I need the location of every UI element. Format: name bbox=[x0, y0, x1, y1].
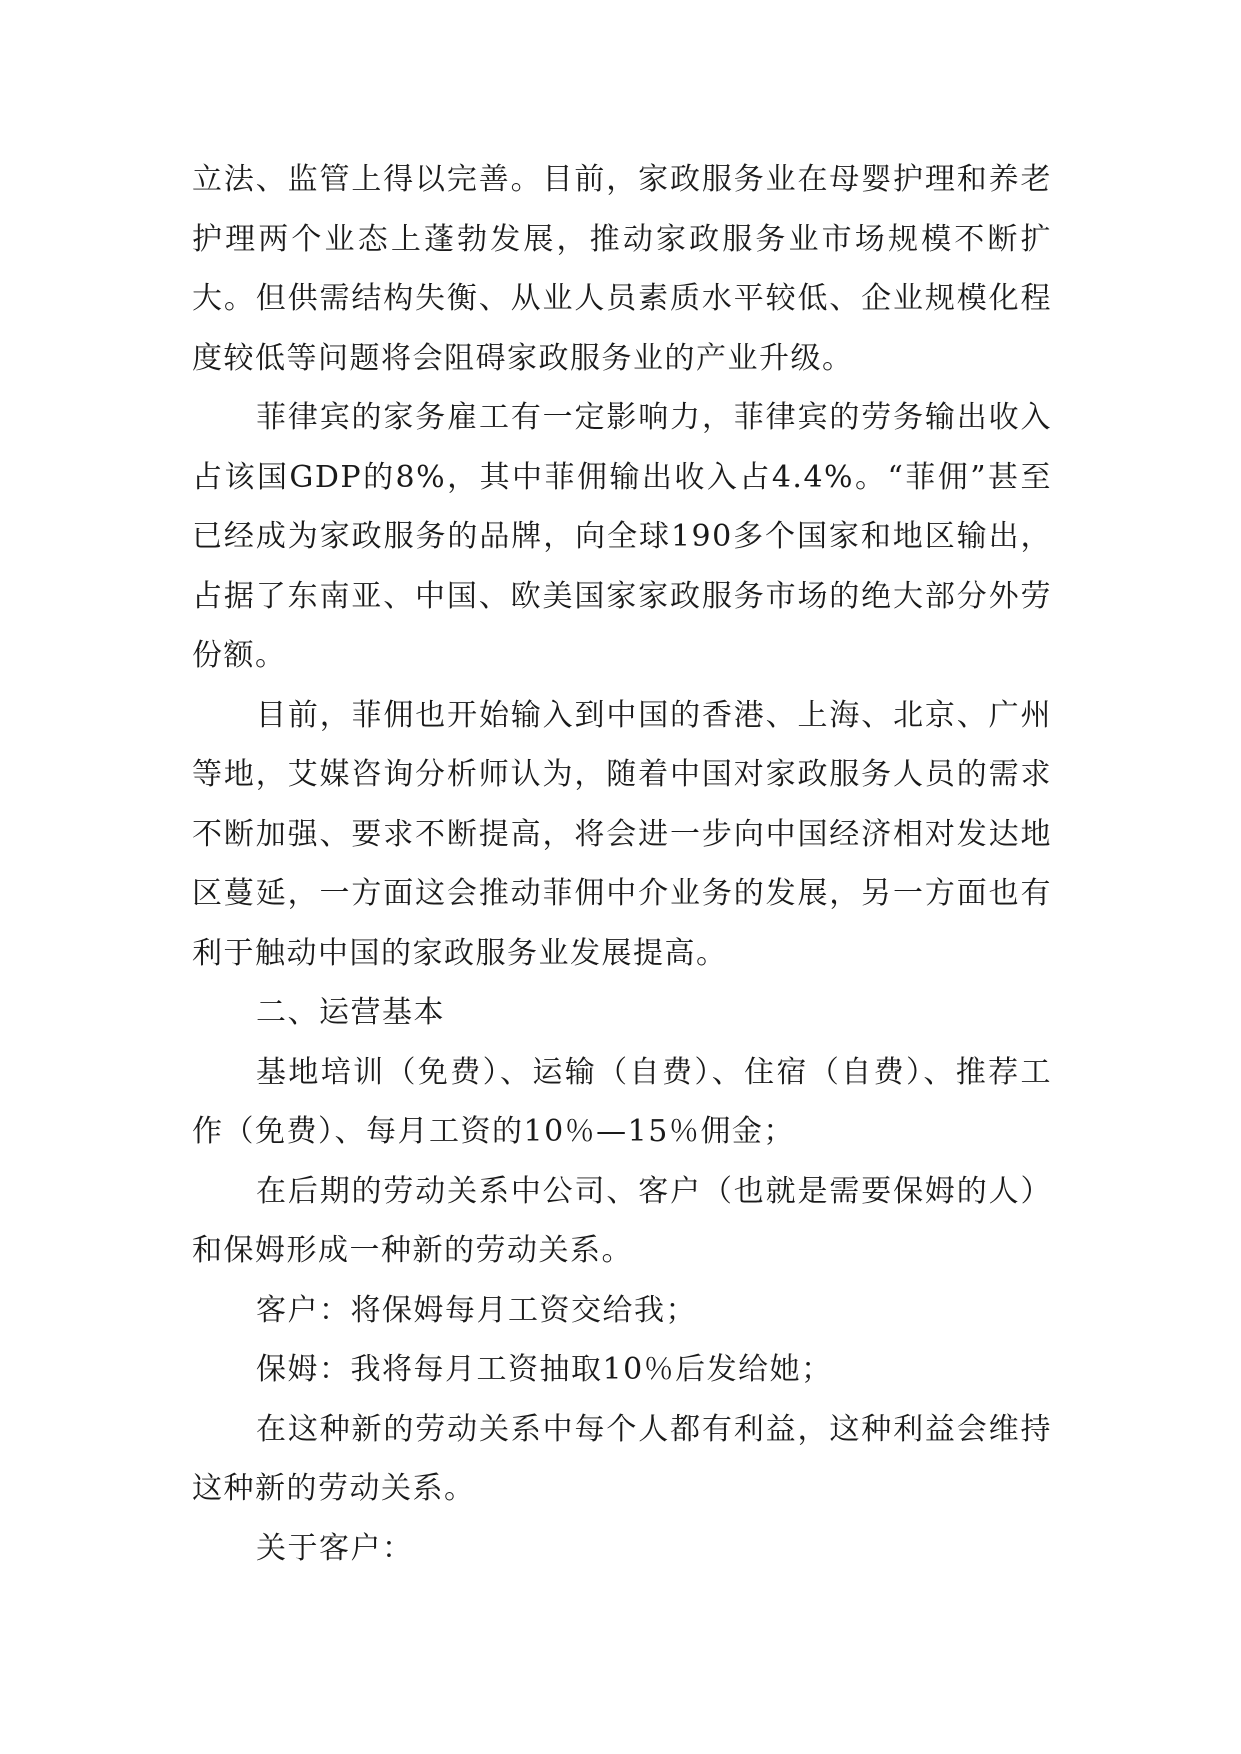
paragraph: 关于客户： bbox=[256, 1530, 414, 1566]
paragraph: 菲律宾的家务雇工有一定影响力，菲律宾的劳务输出收入占该国GDP的8%，其中菲佣输出收入占4.4%。“菲佣”甚至已经成为家政服务的品牌，向全球190多个国家和地区输出，占据了东南亚、中国、欧美国家家政服务市场的绝大部分外劳份额。 bbox=[192, 400, 1052, 673]
paragraph: 保姆：我将每月工资抽取10％后发给她； bbox=[256, 1352, 833, 1387]
paragraph: 目前，菲佣也开始输入到中国的香港、上海、北京、广州等地，艾媒咨询分析师认为，随着中国对家政服务人员的需求不断加强、要求不断提高，将会进一步向中国经济相对发达地区蔓延，一方面这会推动菲佣中介业务的发展，另一方面也有利于触动中国的家政服务业发展提高。 bbox=[192, 697, 1052, 971]
paragraph: 在后期的劳动关系中公司、客户（也就是需要保姆的人）和保姆形成一种新的劳动关系。 bbox=[192, 1173, 1052, 1268]
section-heading: 二、运营基本 bbox=[256, 995, 445, 1030]
paragraph: 客户：将保姆每月工资交给我； bbox=[256, 1292, 697, 1328]
paragraph: 立法、监管上得以完善。目前，家政服务业在母婴护理和养老护理两个业态上蓬勃发展，推动家政服务业市场规模不断扩大。但供需结构失衡、从业人员素质水平较低、企业规模化程度较低等问题将会阻碍家政服务业的产业升级。 bbox=[192, 162, 1052, 376]
paragraph: 基地培训（免费）、运输（自费）、住宿（自费）、推荐工作（免费）、每月工资的10％—15％佣金； bbox=[192, 1054, 1052, 1149]
document-body bbox=[192, 150, 1052, 1578]
paragraph: 在这种新的劳动关系中每个人都有利益，这种利益会维持这种新的劳动关系。 bbox=[192, 1411, 1052, 1506]
